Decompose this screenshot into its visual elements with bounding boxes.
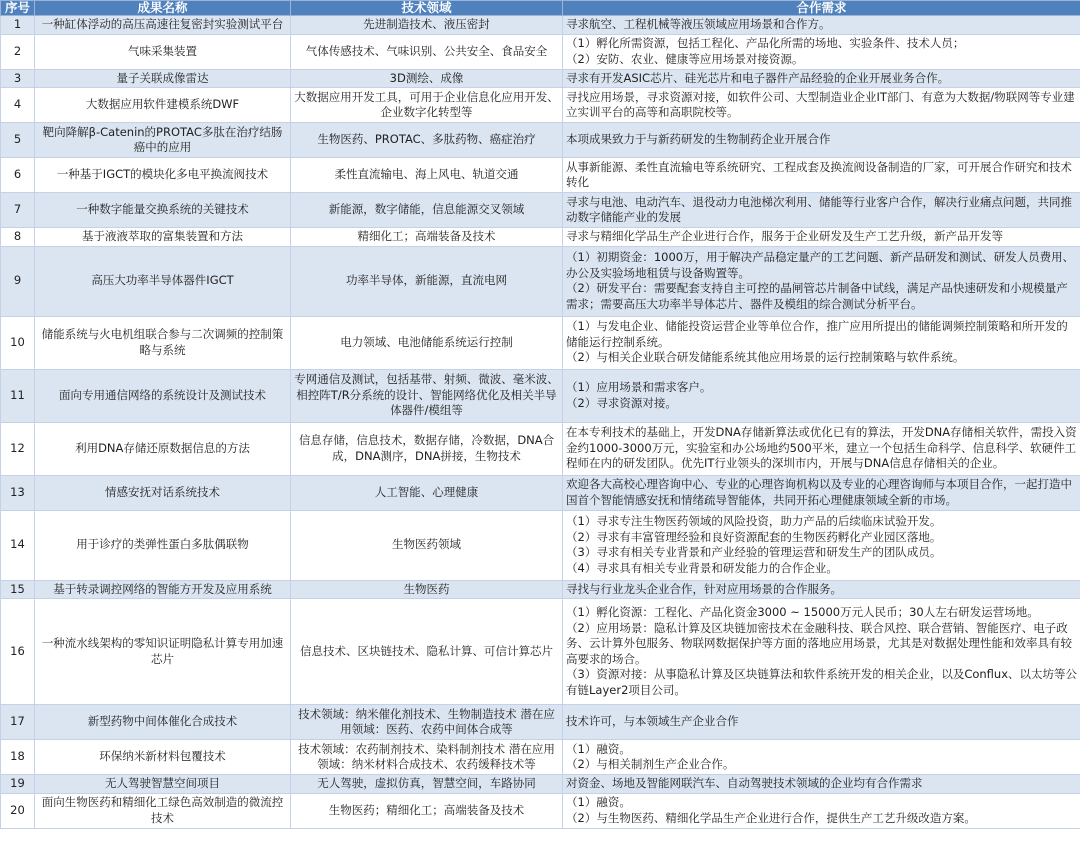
achievement-name: 环保纳米新材料包覆技术 <box>35 740 291 775</box>
table-row <box>1 475 1080 510</box>
table-row <box>1 246 1080 316</box>
need-line: 寻求航空、工程机械等液压领域应用场景和合作方。 <box>566 17 831 31</box>
cooperation-need <box>563 510 1080 580</box>
row-number: 20 <box>1 793 35 828</box>
cooperation-need <box>563 793 1080 828</box>
table-row <box>1 16 1080 35</box>
need-line: 寻找与行业龙头企业合作，针对应用场景的合作服务。 <box>566 581 842 596</box>
table-row <box>1 599 1080 705</box>
tech-field: 新能源，数字储能，信息能源交叉领域 <box>291 193 563 228</box>
tech-field: 生物医药、PROTAC、多肽药物、癌症治疗 <box>291 123 563 158</box>
cooperation-need <box>563 69 1080 88</box>
tech-field: 人工智能、心理健康 <box>291 475 563 510</box>
cooperation-need <box>563 580 1080 599</box>
table-body <box>1 16 1080 829</box>
tech-field: 信息存储，信息技术，数据存储，冷数据，DNA合成，DNA测序，DNA拼接，生物技术 <box>291 422 563 475</box>
tech-field: 先进制造技术、液压密封 <box>291 16 563 35</box>
achievement-name: 一种数字能量交换系统的关键技术 <box>35 193 291 228</box>
row-number: 16 <box>1 599 35 705</box>
need-line: （2）应用场景：隐私计算及区块链加密技术在金融科技、联合风控、联合营销、智能医疗、电子政务、云计算外包服务、物联网数据保护等方面的落地应用场景，尤其是对数据处理性能和效率具有较高要求的场合。 <box>566 620 1072 666</box>
table-row <box>1 369 1080 422</box>
need-line: 在本专利技术的基础上，开发DNA存储新算法或优化已有的算法，开发DNA存储相关软件，需投入资金约1000-3000万元，实验室和办公场地约500平米，建立一个包括生命科学、信息科学、软硬件工程师在内的研发团队。优先IT行业领头的深圳市内，开展与DNA信息存储相关的企业。 <box>566 425 1077 471</box>
cooperation-need <box>563 775 1080 794</box>
cooperation-need <box>563 228 1080 247</box>
achievement-name: 一种流水线架构的零知识证明隐私计算专用加速芯片 <box>35 599 291 705</box>
table-row <box>1 88 1080 123</box>
table-row <box>1 316 1080 369</box>
cooperation-need <box>563 316 1080 369</box>
need-line: （2）寻求有丰富管理经验和良好资源配套的生物医药孵化产业园区落地。 <box>566 529 942 544</box>
row-number: 18 <box>1 740 35 775</box>
achievement-name: 面向专用通信网络的系统设计及测试技术 <box>35 369 291 422</box>
cooperation-need <box>563 88 1080 123</box>
achievement-name: 基于转录调控网络的智能方开发及应用系统 <box>35 580 291 599</box>
tech-field: 生物医药领域 <box>291 510 563 580</box>
achievement-name: 面向生物医药和精细化工绿色高效制造的微流控技术 <box>35 793 291 828</box>
need-line: 欢迎各大高校心理咨询中心、专业的心理咨询机构以及专业的心理咨询师与本项目合作，一起打造中国首个智能情感安抚和情绪疏导智能体，共同开拓心理健康领域全新的市场。 <box>566 477 1072 507</box>
header-cell-need: 合作需求 <box>563 1 1080 16</box>
row-number: 19 <box>1 775 35 794</box>
achievement-name: 情感安抚对话系统技术 <box>35 475 291 510</box>
need-line: （1）应用场景和需求客户。 <box>566 380 712 394</box>
achievement-name: 高压大功率半导体器件IGCT <box>35 246 291 316</box>
row-number: 10 <box>1 316 35 369</box>
need-line: （2）寻求资源对接。 <box>566 395 677 410</box>
row-number: 1 <box>1 16 35 35</box>
cooperation-need <box>563 16 1080 35</box>
need-line: （1）初期资金：1000万，用于解决产品稳定量产的工艺问题、新产品研发和测试、研发人员费用、办公及实验场地租赁与设备购置等。 <box>566 250 1075 280</box>
need-line: 本项成果致力于与新药研发的生物制药企业开展合作 <box>566 132 831 147</box>
cooperation-need <box>563 475 1080 510</box>
cooperation-need <box>563 123 1080 158</box>
cooperation-need <box>563 193 1080 228</box>
cooperation-need <box>563 34 1080 69</box>
tech-field: 专网通信及测试，包括基带、射频、微波、毫米波、相控阵T/R分系统的设计、智能网络优化及相关半导体器件/模组等 <box>291 369 563 422</box>
cooperation-need <box>563 740 1080 775</box>
table-row <box>1 34 1080 69</box>
need-line: （3）寻求有相关专业背景和产业经验的管理运营和研发生产的团队成员。 <box>566 545 942 559</box>
row-number: 14 <box>1 510 35 580</box>
tech-field: 功率半导体，新能源，直流电网 <box>291 246 563 316</box>
row-number: 6 <box>1 158 35 193</box>
tech-field: 大数据应用开发工具，可用于企业信息化应用开发、企业数字化转型等 <box>291 88 563 123</box>
achievement-name: 一种缸体浮动的高压高速往复密封实验测试平台 <box>35 16 291 35</box>
tech-field: 气体传感技术、气味识别、公共安全、食品安全 <box>291 34 563 69</box>
table-row <box>1 793 1080 828</box>
tech-field: 柔性直流输电、海上风电、轨道交通 <box>291 158 563 193</box>
table-row <box>1 740 1080 775</box>
need-line: （2）与相关企业联合研发储能系统其他应用场景的运行控制策略与软件系统。 <box>566 350 965 365</box>
achievement-name: 一种基于IGCT的模块化多电平换流阀技术 <box>35 158 291 193</box>
row-number: 11 <box>1 369 35 422</box>
table-row <box>1 123 1080 158</box>
row-number: 15 <box>1 580 35 599</box>
tech-field: 无人驾驶，虚拟仿真，智慧空间，车路协同 <box>291 775 563 794</box>
header-cell-no: 序号 <box>1 1 35 16</box>
achievement-name: 大数据应用软件建模系统DWF <box>35 88 291 123</box>
cooperation-need <box>563 158 1080 193</box>
row-number: 3 <box>1 69 35 88</box>
cooperation-need <box>563 705 1080 740</box>
row-number: 17 <box>1 705 35 740</box>
need-line: 寻求与电池、电动汽车、退役动力电池梯次利用、储能等行业客户合作，解决行业痛点问题，共同推动数字储能产业的发展 <box>566 194 1072 224</box>
tech-field: 生物医药；精细化工；高端装备及技术 <box>291 793 563 828</box>
need-line: （3）资源对接：从事隐私计算及区块链算法和软件系统开发的相关企业，以及Conflux、以太坊等公有链Layer2项目公司。 <box>566 667 1078 697</box>
achievement-name: 靶向降解β-Catenin的PROTAC多肽在治疗结肠癌中的应用 <box>35 123 291 158</box>
header-row <box>1 1 1080 16</box>
table-row <box>1 580 1080 599</box>
table-row <box>1 705 1080 740</box>
tech-field: 电力领域、电池储能系统运行控制 <box>291 316 563 369</box>
row-number: 2 <box>1 34 35 69</box>
row-number: 4 <box>1 88 35 123</box>
tech-field: 技术领域：农药制剂技术、染料制剂技术 潜在应用领域：纳米材料合成技术、农药缓释技术等 <box>291 740 563 775</box>
table-row <box>1 422 1080 475</box>
need-line: 寻求有开发ASIC芯片、硅光芯片和电子器件产品经验的企业开展业务合作。 <box>566 70 950 85</box>
table-row <box>1 510 1080 580</box>
need-line: 寻找应用场景，寻求资源对接，如软件公司、大型制造业企业IT部门、有意为大数据/物联网等专业建立实训平台的高等和高职院校等。 <box>566 89 1075 119</box>
row-number: 7 <box>1 193 35 228</box>
cooperation-need <box>563 599 1080 705</box>
row-number: 12 <box>1 422 35 475</box>
row-number: 5 <box>1 123 35 158</box>
achievement-name: 气味采集装置 <box>35 34 291 69</box>
need-line: （2）研发平台：需要配套支持自主可控的晶闸管芯片制备中试线，满足产品快速研发和小规模量产需求；需要高压大功率半导体芯片、器件及模组的综合测试分析平台。 <box>566 281 1068 311</box>
achievement-name: 储能系统与火电机组联合参与二次调频的控制策略与系统 <box>35 316 291 369</box>
tech-field: 生物医药 <box>291 580 563 599</box>
achievement-name: 基于液液萃取的富集装置和方法 <box>35 228 291 247</box>
need-line: 对资金、场地及智能网联汽车、自动驾驶技术领域的企业均有合作需求 <box>566 776 923 790</box>
need-line: （2）与生物医药、精细化学品生产企业进行合作，提供生产工艺升级改造方案。 <box>566 810 976 825</box>
cooperation-need <box>563 246 1080 316</box>
table-row <box>1 228 1080 247</box>
tech-field: 精细化工；高端装备及技术 <box>291 228 563 247</box>
need-line: 技术许可，与本领域生产企业合作 <box>566 714 739 729</box>
tech-field: 3D测绘、成像 <box>291 69 563 88</box>
row-number: 13 <box>1 475 35 510</box>
need-line: （1）融资。 <box>566 741 631 756</box>
achievement-name: 量子关联成像雷达 <box>35 69 291 88</box>
header-cell-field: 技术领域 <box>291 1 563 16</box>
achievement-name: 用于诊疗的类弹性蛋白多肽偶联物 <box>35 510 291 580</box>
tech-field: 技术领域：纳米催化剂技术、生物制造技术 潜在应用领域：医药、农药中间体合成等 <box>291 705 563 740</box>
need-line: （1）孵化所需资源，包括工程化、产品化所需的场地、实验条件、技术人员； <box>566 36 965 50</box>
row-number: 8 <box>1 228 35 247</box>
cooperation-need <box>563 369 1080 422</box>
achievement-name: 无人驾驶智慧空间项目 <box>35 775 291 794</box>
tech-field: 信息技术、区块链技术、隐私计算、可信计算芯片 <box>291 599 563 705</box>
need-line: （2）安防、农业、健康等应用场景对接资源。 <box>566 51 804 66</box>
achievement-name: 利用DNA存储还原数据信息的方法 <box>35 422 291 475</box>
need-line: （1）寻求专注生物医药领域的风险投资，助力产品的后续临床试验开发。 <box>566 514 942 528</box>
need-line: 寻求与精细化学品生产企业进行合作，服务于企业研发及生产工艺升级，新产品开发等 <box>566 229 1003 243</box>
table-row <box>1 775 1080 794</box>
table-row <box>1 193 1080 228</box>
need-line: 从事新能源、柔性直流输电等系统研究、工程成套及换流阀设备制造的厂家，可开展合作研究和技术转化 <box>566 159 1072 189</box>
achievement-name: 新型药物中间体催化合成技术 <box>35 705 291 740</box>
table-row <box>1 158 1080 193</box>
need-line: （1）与发电企业、储能投资运营企业等单位合作，推广应用所提出的储能调频控制策略和所开发的储能运行控制系统。 <box>566 319 1068 349</box>
cooperation-need <box>563 422 1080 475</box>
need-line: （1）融资。 <box>566 795 631 809</box>
row-number: 9 <box>1 246 35 316</box>
header-cell-name: 成果名称 <box>35 1 291 16</box>
table-row <box>1 69 1080 88</box>
need-line: （2）与相关制剂生产企业合作。 <box>566 757 735 771</box>
need-line: （4）寻求具有相关专业背景和研发能力的合作企业。 <box>566 560 838 575</box>
need-line: （1）孵化资源：工程化、产品化资金3000 ~ 15000万元人民币；30人左右研发运营场地。 <box>566 605 1039 619</box>
